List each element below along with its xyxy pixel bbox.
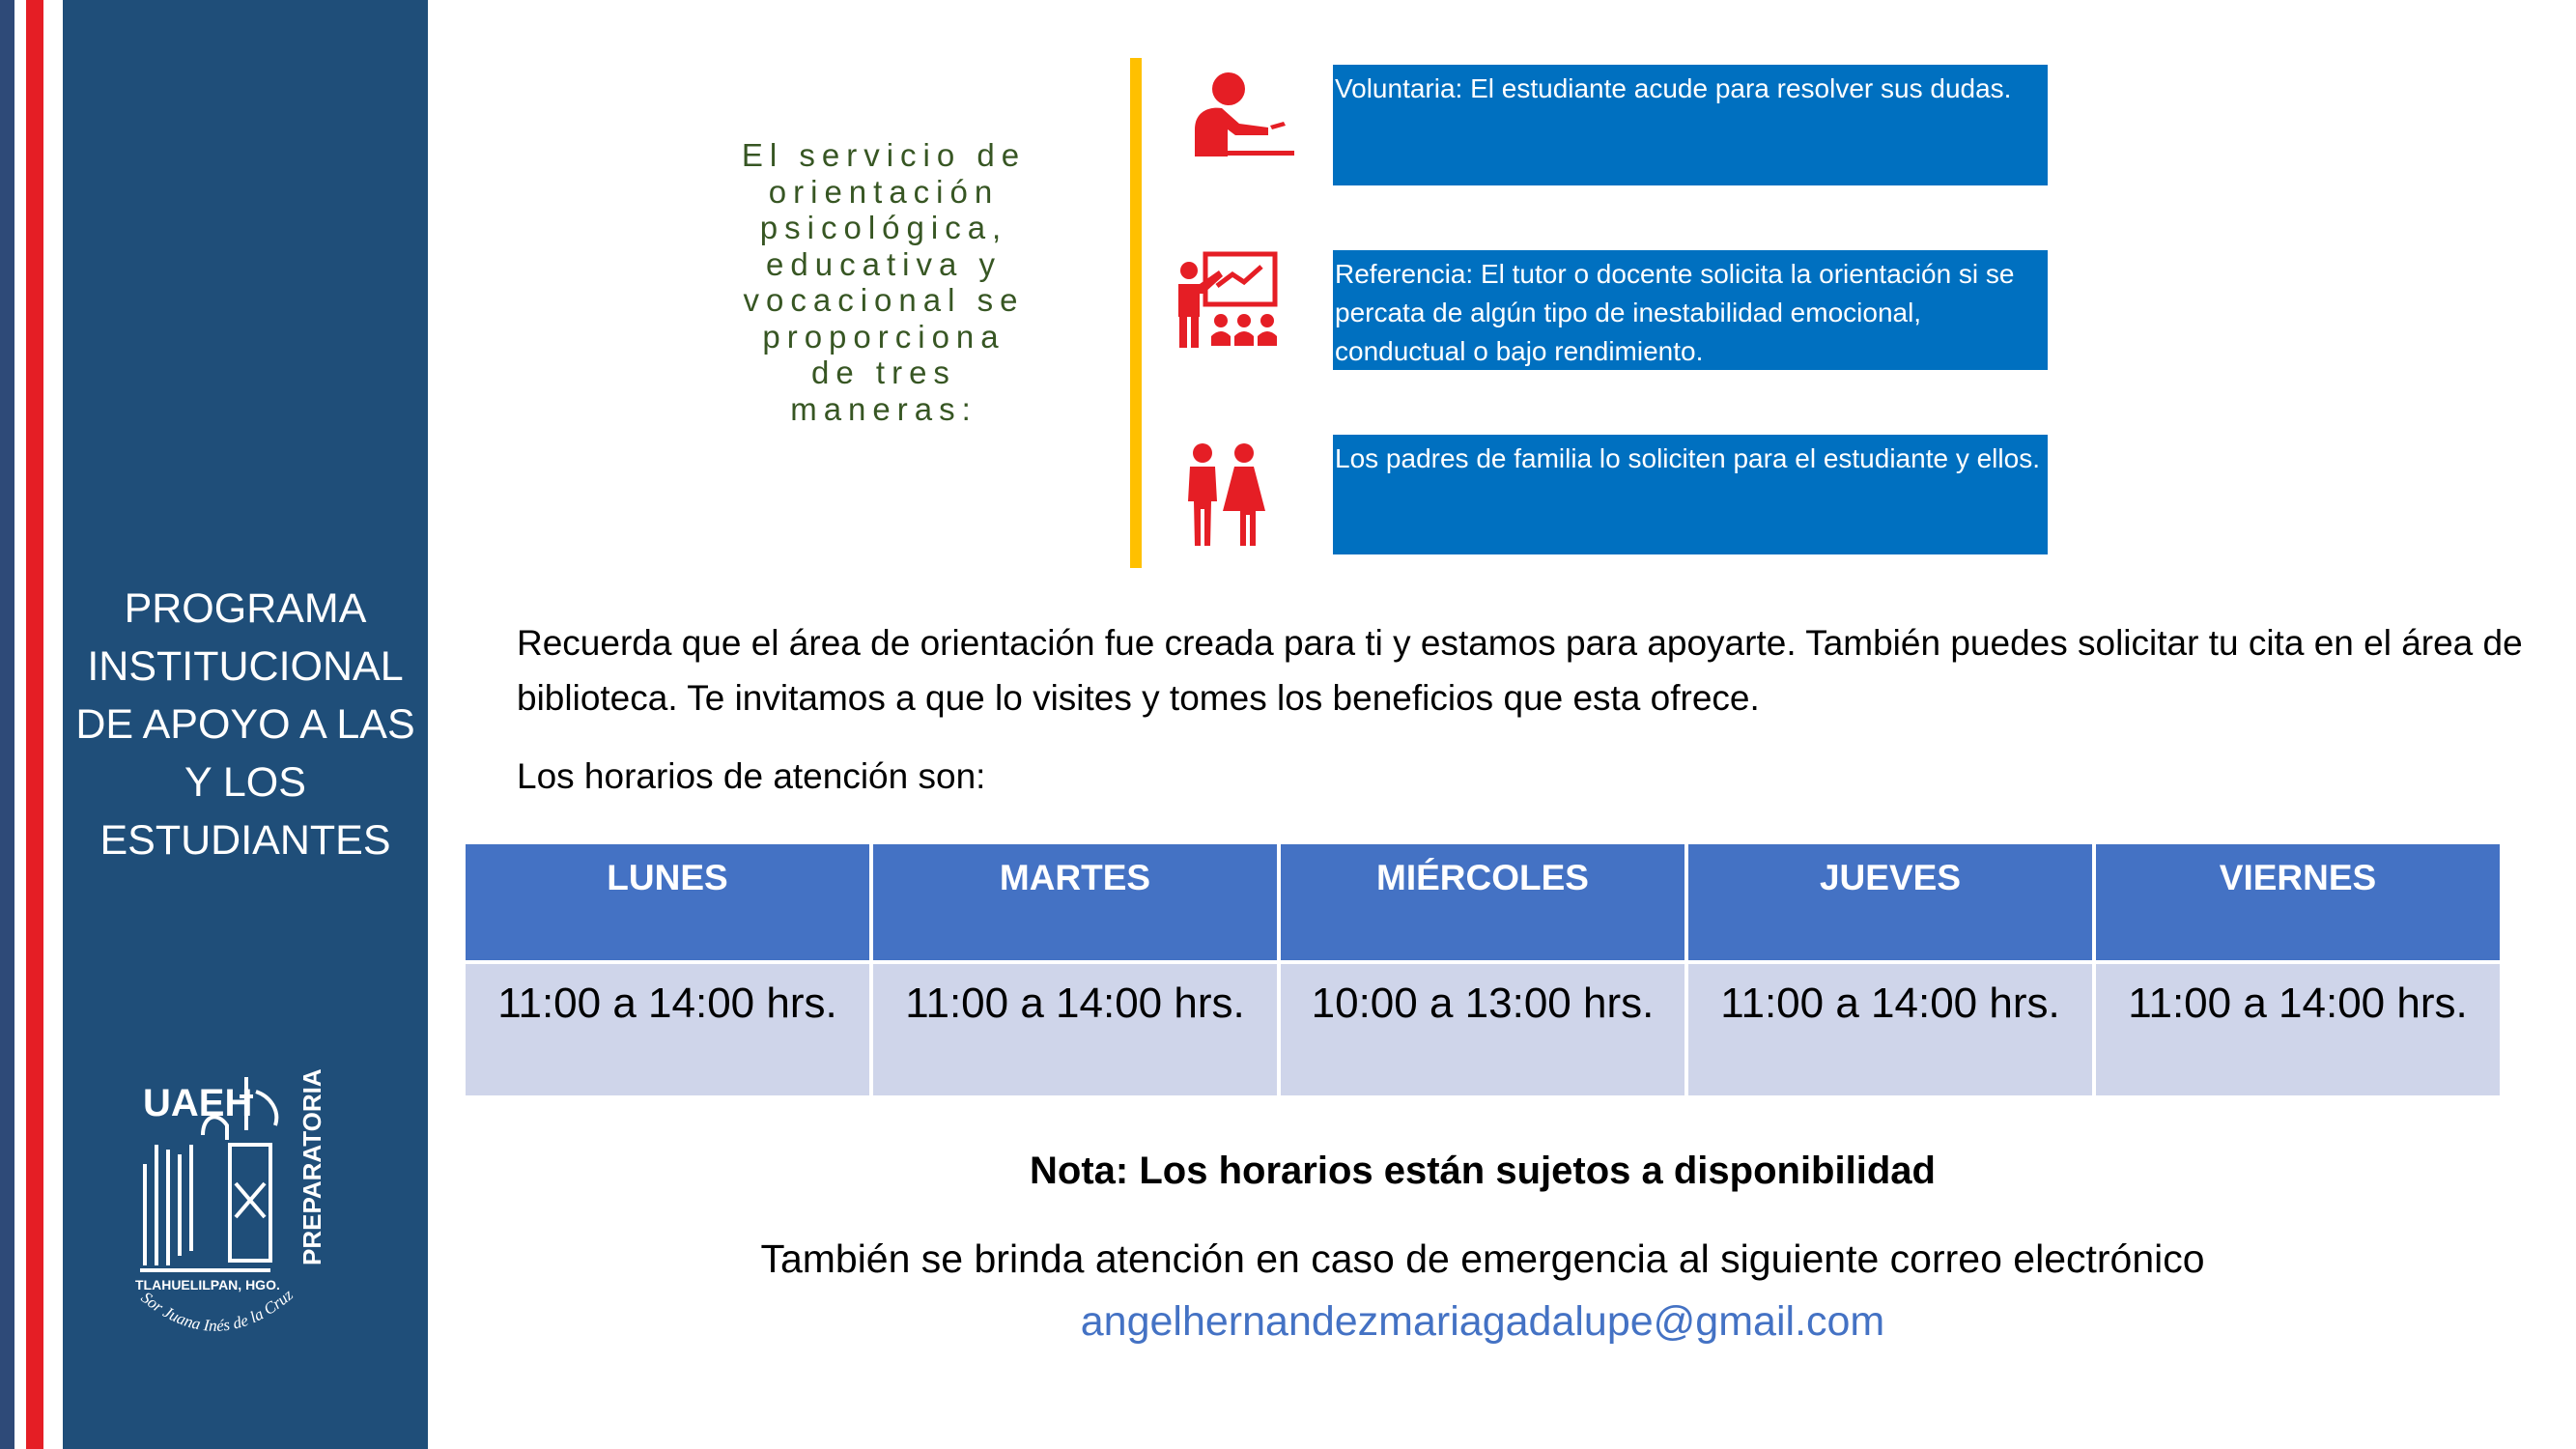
program-title <box>63 580 428 869</box>
teacher-class-icon <box>1176 249 1285 351</box>
intro-line: educativa y <box>766 245 1002 282</box>
intro-line: orientación <box>768 173 1000 210</box>
day-header: JUEVES <box>1686 842 2094 962</box>
nota-text: Nota: Los horarios están sujetos a disponibilidad <box>1030 1150 1936 1192</box>
intro-line: vocacional se <box>743 282 1025 318</box>
left-stripe-white <box>14 0 26 1449</box>
hours-cell: 11:00 a 14:00 hrs. <box>1686 962 2094 1097</box>
uaeh-preparatoria-logo <box>135 1058 343 1352</box>
intro-line: maneras: <box>790 390 977 427</box>
parents-icon <box>1178 441 1270 548</box>
logo-location: TLAHUELILPAN, HGO. <box>135 1277 280 1293</box>
day-header: LUNES <box>464 842 871 962</box>
day-header: MIÉRCOLES <box>1279 842 1686 962</box>
logo-acronym: UAEH <box>143 1082 253 1124</box>
program-title-line: ESTUDIANTES <box>99 817 391 864</box>
hours-cell: 11:00 a 14:00 hrs. <box>2094 962 2502 1097</box>
logo-vertical-text: PREPARATORIA <box>297 1068 326 1265</box>
hours-cell: 11:00 a 14:00 hrs. <box>871 962 1279 1097</box>
schedule-hours-row <box>464 962 2502 1097</box>
day-header: MARTES <box>871 842 1279 962</box>
way-box-referencia: Referencia: El tutor o docente solicita la orientación si se percata de algún tipo de inestabilidad emocional, conductual o bajo rendimiento. <box>1333 250 2048 370</box>
contact-email-link[interactable]: angelhernandezmariagadalupe@gmail.com <box>1080 1298 1885 1345</box>
horarios-label: Los horarios de atención son: <box>517 756 986 796</box>
recuerda-paragraph: Recuerda que el área de orientación fue creada para ti y estamos para apoyarte. También puedes solicitar tu cita en el área de biblioteca. Te invitamos a que lo visites y tomes los beneficios que esta ofrece. <box>517 623 2523 718</box>
hours-cell: 10:00 a 13:00 hrs. <box>1279 962 1686 1097</box>
logo-motto-text: Sor Juana Inés de la Cruz <box>137 1285 297 1335</box>
way-box-voluntaria: Voluntaria: El estudiante acude para resolver sus dudas. <box>1333 65 2048 185</box>
program-title-line: PROGRAMA <box>124 585 367 632</box>
yellow-divider <box>1130 58 1142 568</box>
program-title-line: INSTITUCIONAL <box>87 643 404 690</box>
intro-line: psicológica, <box>759 210 1008 245</box>
hours-cell: 11:00 a 14:00 hrs. <box>464 962 871 1097</box>
schedule-header-row <box>464 842 2502 962</box>
schedule-table <box>462 840 2504 1099</box>
program-title-line: Y LOS <box>184 759 306 806</box>
left-stripe-white-2 <box>43 0 63 1449</box>
intro-line: El servicio de <box>741 137 1027 173</box>
student-writing-icon <box>1183 70 1299 161</box>
program-title-line: DE APOYO A LAS <box>75 701 415 748</box>
logo-motto <box>138 1285 297 1334</box>
day-header: VIERNES <box>2094 842 2502 962</box>
left-stripe-red <box>26 0 43 1449</box>
emergencia-text: También se brinda atención en caso de emergencia al siguiente correo electrónico <box>760 1236 2205 1281</box>
way-box-padres: Los padres de familia lo soliciten para el estudiante y ellos. <box>1333 435 2048 554</box>
intro-text <box>715 137 1053 427</box>
left-stripe-navy <box>0 0 14 1449</box>
intro-line: de tres <box>811 355 956 390</box>
intro-line: proporciona <box>762 318 1005 355</box>
